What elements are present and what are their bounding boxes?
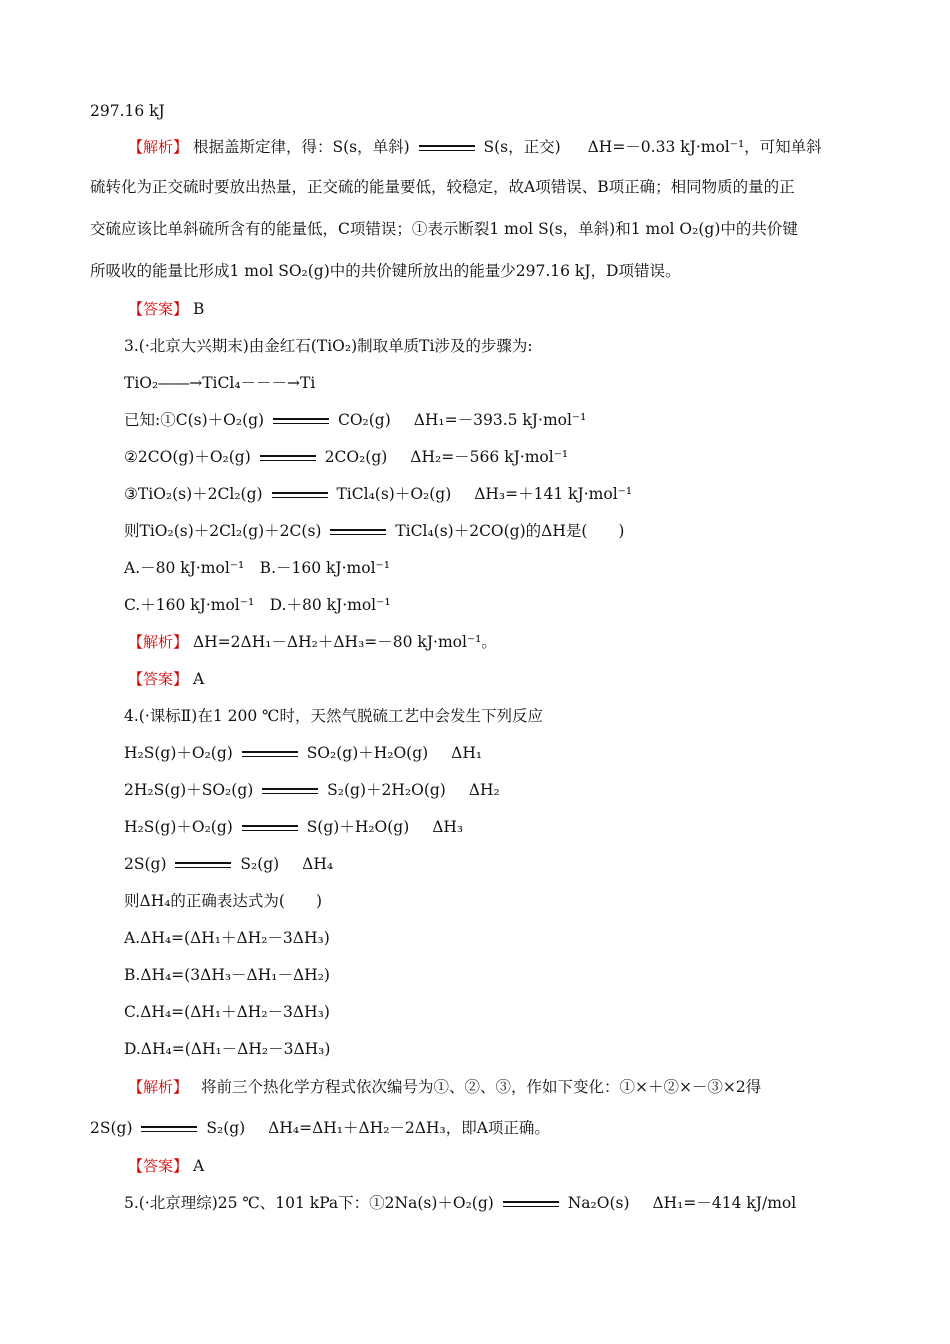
question-4-option-c: C.ΔH₄=(ΔH₁＋ΔH₂－3ΔH₃) (124, 1003, 330, 1021)
analysis-tag: 【解析】 (128, 1078, 189, 1096)
question-4-answer: 【答案】 A (128, 1157, 205, 1175)
question-3-ask: 则TiO₂(s)＋2Cl₂(g)＋2C(s) TiCl₄(s)＋2CO(g)的ΔH是( ) (124, 522, 625, 540)
continued-value: 297.16 kJ (90, 102, 165, 120)
equilibrium-sign (242, 751, 298, 757)
equilibrium-sign (260, 455, 316, 461)
question-3-pathway: TiO₂――→TiCl₄－－－→Ti (124, 374, 316, 392)
question-4-analysis: 【解析】 将前三个热化学方程式依次编号为①、②、③，作如下变化：①×＋②×－③×2得 (128, 1078, 762, 1096)
arrow-icon: ――→ (158, 374, 203, 392)
analysis-line-4: 所吸收的能量比形成1 mol SO₂(g)中的共价键所放出的能量少297.16 kJ，D项错误。 (90, 262, 681, 280)
analysis-paragraph-1: 【解析】 根据盖斯定律，得：S(s，单斜) S(s，正交) ΔH=－0.33 kJ·mol⁻¹，可知单斜 (128, 138, 822, 156)
analysis-line-3: 交硫应该比单斜硫所含有的能量低，C项错误；①表示断裂1 mol S(s，单斜)和1 mol O₂(g)中的共价键 (90, 220, 798, 238)
question-4-option-d: D.ΔH₄=(ΔH₁－ΔH₂－3ΔH₃) (124, 1040, 331, 1058)
question-3-stem: 3.(·北京大兴期末)由金红石(TiO₂)制取单质Ti涉及的步骤为: (124, 337, 533, 355)
equilibrium-sign (330, 529, 386, 535)
equilibrium-sign (175, 862, 231, 868)
question-5-stem: 5.(·北京理综)25 ℃、101 kPa下：①2Na(s)＋O₂(g) Na₂O(s) ΔH₁=－414 kJ/mol (124, 1194, 797, 1212)
reaction-3: H₂S(g)＋O₂(g) S(g)＋H₂O(g) ΔH₃ (124, 818, 464, 836)
question-3-analysis: 【解析】 ΔH=2ΔH₁－ΔH₂＋ΔH₃=－80 kJ·mol⁻¹。 (128, 633, 497, 651)
equilibrium-sign (273, 418, 329, 424)
equilibrium-sign (242, 825, 298, 831)
question-4-option-a: A.ΔH₄=(ΔH₁＋ΔH₂－3ΔH₃) (124, 929, 330, 947)
equilibrium-sign (141, 1126, 197, 1132)
question-3-answer: 【答案】 A (128, 670, 205, 688)
equilibrium-sign (262, 788, 318, 794)
answer-line-1: 【答案】 B (128, 300, 205, 318)
question-3-options-cd: C.＋160 kJ·mol⁻¹ D.＋80 kJ·mol⁻¹ (124, 596, 391, 614)
equilibrium-sign (503, 1201, 559, 1207)
question-4-ask: 则ΔH₄的正确表达式为( ) (124, 892, 323, 910)
question-4-stem: 4.(·课标Ⅱ)在1 200 ℃时，天然气脱硫工艺中会发生下列反应 (124, 707, 543, 725)
reaction-1: H₂S(g)＋O₂(g) SO₂(g)＋H₂O(g) ΔH₁ (124, 744, 483, 762)
question-4-analysis-line-2: 2S(g) S₂(g) ΔH₄=ΔH₁＋ΔH₂－2ΔH₃，即A项正确。 (90, 1119, 550, 1137)
dashed-arrow-icon: －－－→ (240, 374, 301, 392)
answer-tag: 【答案】 (128, 1157, 189, 1175)
answer-tag: 【答案】 (128, 300, 189, 318)
analysis-tag: 【解析】 (128, 138, 189, 156)
equilibrium-sign (419, 145, 475, 151)
reaction-4: 2S(g) S₂(g) ΔH₄ (124, 855, 334, 873)
known-reaction-3: ③TiO₂(s)＋2Cl₂(g) TiCl₄(s)＋O₂(g) ΔH₃=＋141 kJ·mol⁻¹ (124, 485, 633, 503)
analysis-tag: 【解析】 (128, 633, 189, 651)
known-reaction-1: 已知:①C(s)＋O₂(g) CO₂(g) ΔH₁=－393.5 kJ·mol⁻¹ (124, 411, 587, 429)
question-3-options-ab: A.－80 kJ·mol⁻¹ B.－160 kJ·mol⁻¹ (124, 559, 390, 577)
question-4-option-b: B.ΔH₄=(3ΔH₃－ΔH₁－ΔH₂) (124, 966, 330, 984)
answer-tag: 【答案】 (128, 670, 189, 688)
analysis-line-2: 硫转化为正交硫时要放出热量，正交硫的能量要低，较稳定，故A项错误、B项正确；相同物质的量的正 (90, 178, 795, 196)
equilibrium-sign (272, 492, 328, 498)
known-reaction-2: ②2CO(g)＋O₂(g) 2CO₂(g) ΔH₂=－566 kJ·mol⁻¹ (124, 448, 569, 466)
reaction-2: 2H₂S(g)＋SO₂(g) S₂(g)＋2H₂O(g) ΔH₂ (124, 781, 500, 799)
